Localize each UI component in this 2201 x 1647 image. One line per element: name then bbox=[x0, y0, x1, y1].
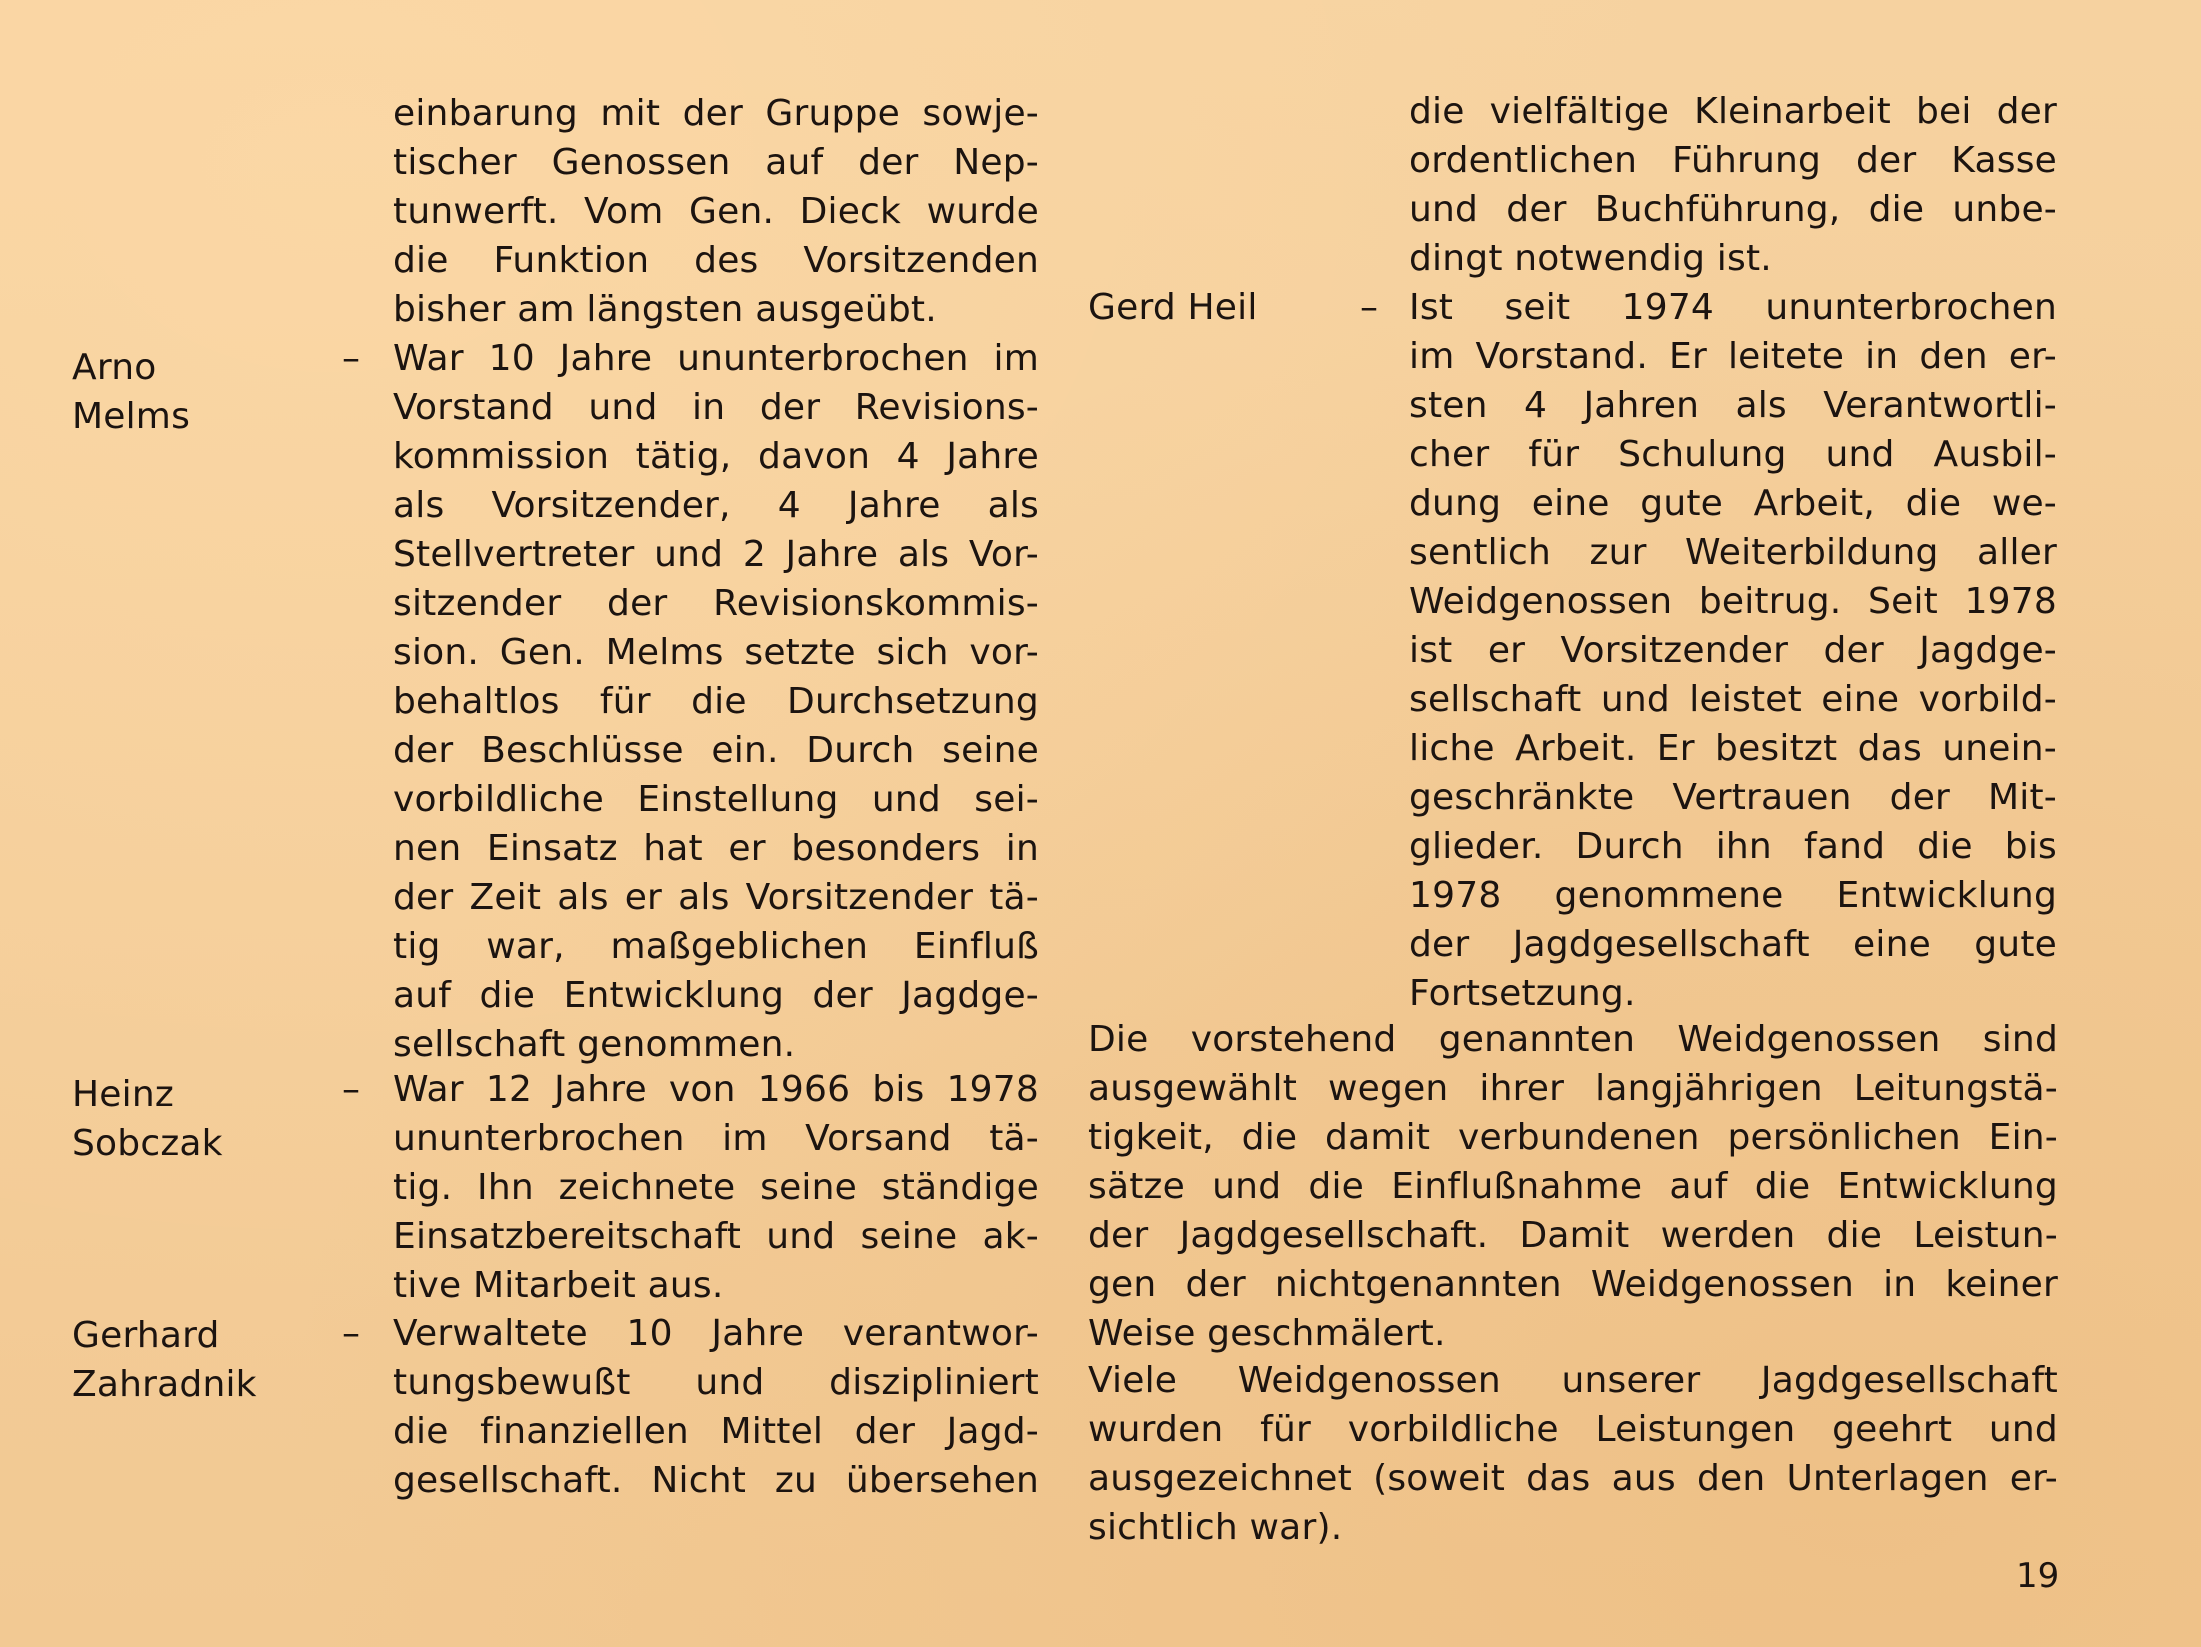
entry-line: Fortsetzung. bbox=[1409, 973, 1636, 1014]
page-number: 19 bbox=[2016, 1556, 2060, 1596]
paragraph-line: gen der nichtgenannten Weidgenossen in keiner bbox=[1088, 1264, 2058, 1305]
entry-dash: – bbox=[342, 1313, 361, 1354]
entry-line: War 12 Jahre von 1966 bis 1978 bbox=[393, 1069, 1039, 1110]
person-name: Gerd Heil bbox=[1088, 287, 1258, 328]
entry-line: 1978 genommene Entwicklung bbox=[1409, 875, 2057, 916]
entry-line: cher für Schulung und Ausbil- bbox=[1409, 434, 2057, 475]
paragraph-line: sichtlich war). bbox=[1088, 1507, 1343, 1548]
entry-line: tig. Ihn zeichnete seine ständige bbox=[393, 1167, 1039, 1208]
entry-line: Stellvertreter und 2 Jahre als Vor- bbox=[393, 534, 1039, 575]
entry-line: vorbildliche Einstellung und sei- bbox=[393, 779, 1039, 820]
continued-line: ordentlichen Führung der Kasse bbox=[1409, 140, 2057, 181]
entry-line: Ist seit 1974 ununterbrochen bbox=[1409, 287, 2057, 328]
entry-line: War 10 Jahre ununterbrochen im bbox=[393, 338, 1039, 379]
entry-line: dung eine gute Arbeit, die we- bbox=[1409, 483, 2057, 524]
entry-line: glieder. Durch ihn fand die bis bbox=[1409, 826, 2057, 867]
entry-line: gesellschaft. Nicht zu übersehen bbox=[393, 1460, 1039, 1501]
paragraph-line: ausgezeichnet (soweit das aus den Unterlagen er- bbox=[1088, 1458, 2058, 1499]
entry-line: kommission tätig, davon 4 Jahre bbox=[393, 436, 1039, 477]
entry-line: Verwaltete 10 Jahre verantwor- bbox=[393, 1313, 1039, 1354]
person-name: Gerhard bbox=[72, 1315, 220, 1356]
entry-line: der Beschlüsse ein. Durch seine bbox=[393, 730, 1039, 771]
entry-line: die finanziellen Mittel der Jagd- bbox=[393, 1411, 1039, 1452]
entry-line: der Jagdgesellschaft eine gute bbox=[1409, 924, 2057, 965]
entry-line: liche Arbeit. Er besitzt das unein- bbox=[1409, 728, 2057, 769]
paragraph-line: der Jagdgesellschaft. Damit werden die Leistun- bbox=[1088, 1215, 2058, 1256]
person-name: Arno bbox=[72, 347, 157, 388]
entry-dash: – bbox=[342, 338, 361, 379]
entry-line: sellschaft und leistet eine vorbild- bbox=[1409, 679, 2057, 720]
entry-line: im Vorstand. Er leitete in den er- bbox=[1409, 336, 2057, 377]
paragraph-line: sätze und die Einflußnahme auf die Entwicklung bbox=[1088, 1166, 2058, 1207]
person-name: Melms bbox=[72, 396, 191, 437]
person-name: Zahradnik bbox=[72, 1364, 257, 1405]
entry-line: sion. Gen. Melms setzte sich vor- bbox=[393, 632, 1039, 673]
entry-line: geschränkte Vertrauen der Mit- bbox=[1409, 777, 2057, 818]
entry-line: Einsatzbereitschaft und seine ak- bbox=[393, 1216, 1039, 1257]
continued-line: dingt notwendig ist. bbox=[1409, 238, 1772, 279]
paragraph-line: Viele Weidgenossen unserer Jagdgesellschaft bbox=[1088, 1360, 2058, 1401]
paragraph-line: wurden für vorbildliche Leistungen geehrt und bbox=[1088, 1409, 2058, 1450]
entry-line: sellschaft genommen. bbox=[393, 1024, 796, 1065]
paragraph-line: Weise geschmälert. bbox=[1088, 1313, 1446, 1354]
intro-line: einbarung mit der Gruppe sowje- bbox=[393, 93, 1039, 134]
person-name: Sobczak bbox=[72, 1123, 223, 1164]
intro-line: tischer Genossen auf der Nep- bbox=[393, 142, 1039, 183]
entry-line: auf die Entwicklung der Jagdge- bbox=[393, 975, 1039, 1016]
entry-line: ist er Vorsitzender der Jagdge- bbox=[1409, 630, 2057, 671]
intro-line: die Funktion des Vorsitzenden bbox=[393, 240, 1039, 281]
entry-line: ununterbrochen im Vorsand tä- bbox=[393, 1118, 1039, 1159]
entry-line: sentlich zur Weiterbildung aller bbox=[1409, 532, 2057, 573]
entry-line: nen Einsatz hat er besonders in bbox=[393, 828, 1039, 869]
entry-line: tungsbewußt und diszipliniert bbox=[393, 1362, 1039, 1403]
entry-line: Weidgenossen beitrug. Seit 1978 bbox=[1409, 581, 2057, 622]
entry-line: Vorstand und in der Revisions- bbox=[393, 387, 1039, 428]
continued-line: die vielfältige Kleinarbeit bei der bbox=[1409, 91, 2057, 132]
entry-line: tive Mitarbeit aus. bbox=[393, 1265, 724, 1306]
entry-line: als Vorsitzender, 4 Jahre als bbox=[393, 485, 1039, 526]
entry-line: behaltlos für die Durchsetzung bbox=[393, 681, 1039, 722]
entry-line: der Zeit als er als Vorsitzender tä- bbox=[393, 877, 1039, 918]
intro-line: bisher am längsten ausgeübt. bbox=[393, 289, 937, 330]
paragraph-line: tigkeit, die damit verbundenen persönlichen Ein- bbox=[1088, 1117, 2058, 1158]
entry-line: sten 4 Jahren als Verantwortli- bbox=[1409, 385, 2057, 426]
paragraph-line: Die vorstehend genannten Weidgenossen sind bbox=[1088, 1019, 2058, 1060]
paragraph-line: ausgewählt wegen ihrer langjährigen Leitungstä- bbox=[1088, 1068, 2058, 1109]
entry-line: sitzender der Revisionskommis- bbox=[393, 583, 1039, 624]
continued-line: und der Buchführung, die unbe- bbox=[1409, 189, 2057, 230]
entry-dash: – bbox=[342, 1069, 361, 1110]
person-name: Heinz bbox=[72, 1074, 174, 1115]
intro-line: tunwerft. Vom Gen. Dieck wurde bbox=[393, 191, 1039, 232]
entry-dash: – bbox=[1360, 287, 1379, 328]
entry-line: tig war, maßgeblichen Einfluß bbox=[393, 926, 1039, 967]
